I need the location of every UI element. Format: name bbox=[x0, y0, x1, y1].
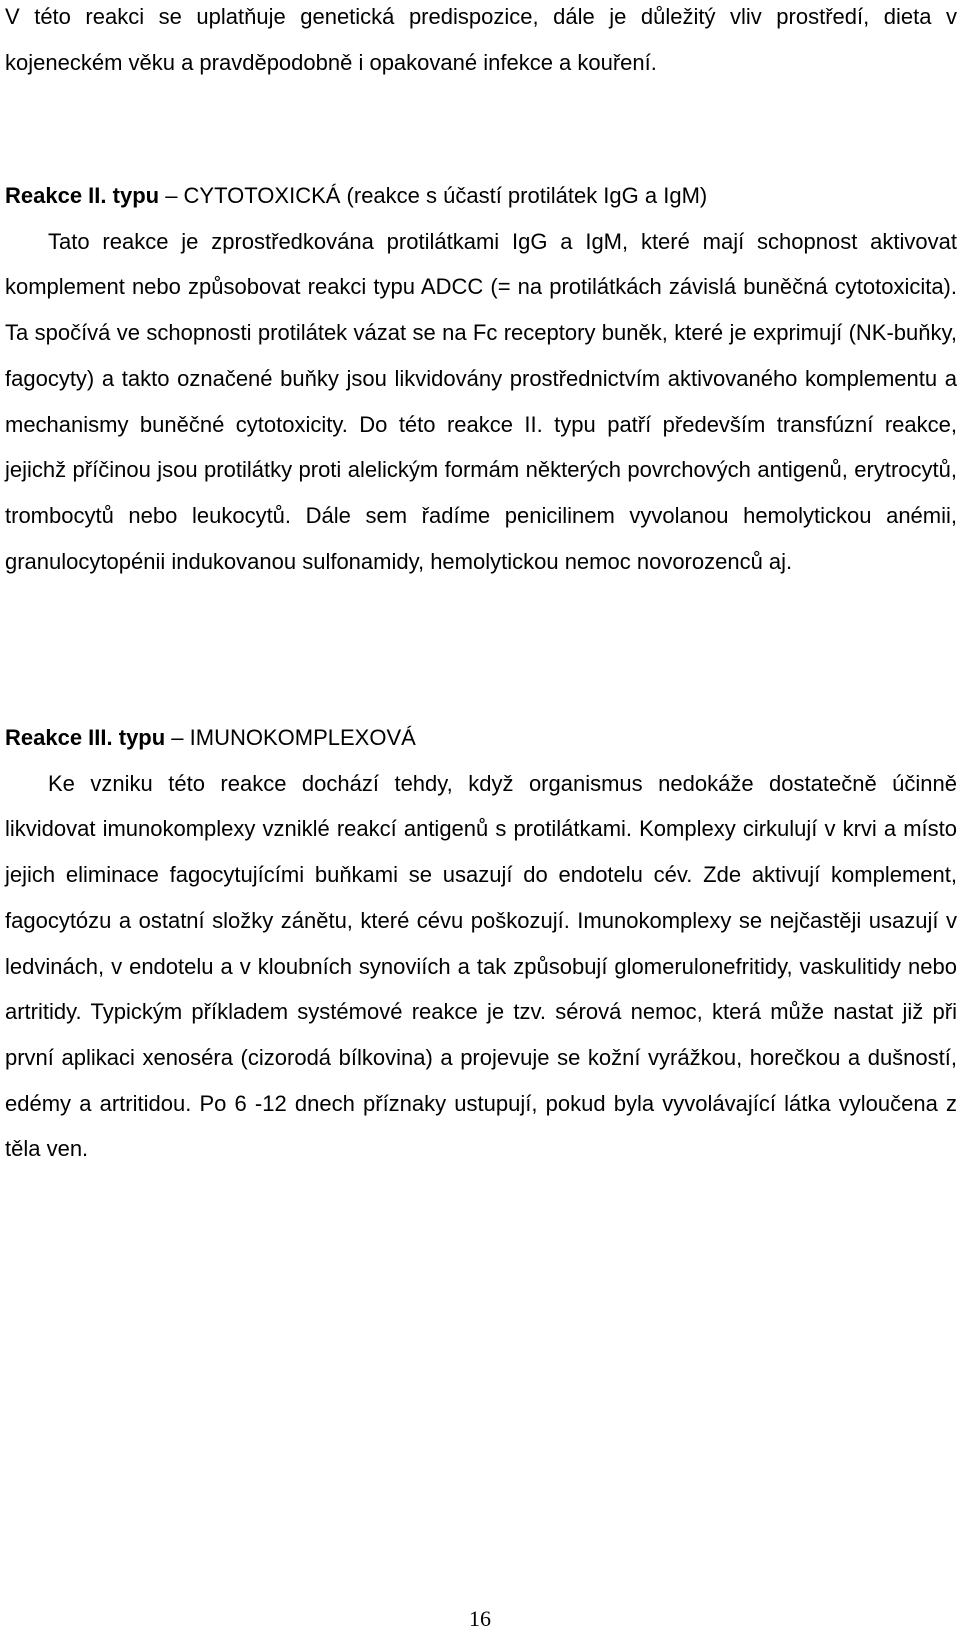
heading-reakce-ii bbox=[5, 173, 957, 219]
page-number: 16 bbox=[469, 1606, 491, 1631]
heading-reakce-ii-bold: Reakce II. typu bbox=[5, 183, 160, 208]
section-1 bbox=[5, 0, 957, 85]
heading-reakce-iii bbox=[5, 715, 957, 761]
section-3 bbox=[5, 715, 957, 1172]
paragraph-predispozice: V této reakci se uplatňuje genetická predispozice, dále je důležitý vliv prostředí, dieta v kojeneckém věku a pravděpodobně i opakované infekce a kouření. bbox=[5, 4, 957, 75]
paragraph-reakce-ii: Tato reakce je zprostředkována protilátkami IgG a IgM, které mají schopnost aktivovat komplement nebo způsobovat reakci typu ADCC (= na protilátkách závislá buněčná cytotoxicita). Ta spočívá ve schopnosti protilátek vázat se na Fc receptory buněk, které je exprimují (NK-buňky, fagocyty) a takto označené buňky jsou likvidovány prostřednictvím aktivovaného komplementu a mechanismy buněčné cytotoxicity. Do této reakce II. typu patří především transfúzní reakce, jejichž příčinou jsou protilátky proti alelickým formám některých povrchových antigenů, erytrocytů, trombocytů nebo leukocytů. Dále sem řadíme penicilinem vyvolanou hemolytickou anémii, granulocytopénii indukovanou sulfonamidy, hemolytickou nemoc novorozenců aj. bbox=[5, 228, 957, 574]
heading-reakce-iii-bold: Reakce III. typu bbox=[5, 725, 166, 750]
section-2 bbox=[5, 173, 957, 584]
heading-reakce-ii-rest: – CYTOTOXICKÁ (reakce s účastí protilátek IgG a IgM) bbox=[159, 183, 708, 208]
heading-reakce-iii-rest: – IMUNOKOMPLEXOVÁ bbox=[165, 725, 416, 750]
paragraph-reakce-iii: Ke vzniku této reakce dochází tehdy, když organismus nedokáže dostatečně účinně likvidovat imunokomplexy vzniklé reakcí antigenů s protilátkami. Komplexy cirkulují v krvi a místo jejich eliminace fagocytujícími buňkami se usazují do endotelu cév. Zde aktivují komplement, fagocytózu a ostatní složky zánětu, které cévu poškozují. Imunokomplexy se nejčastěji usazují v ledvinách, v endotelu a v kloubních synoviích a tak způsobují glomerulonefritidy, vaskulitidy nebo artritidy. Typickým příkladem systémové reakce je tzv. sérová nemoc, která může nastat již při první aplikaci xenoséra (cizorodá bílkovina) a projevuje se kožní vyrážkou, horečkou a dušností, edémy a artritidou. Po 6 -12 dnech příznaky ustupují, pokud byla vyvolávající látka vyloučena z těla ven. bbox=[5, 770, 957, 1162]
